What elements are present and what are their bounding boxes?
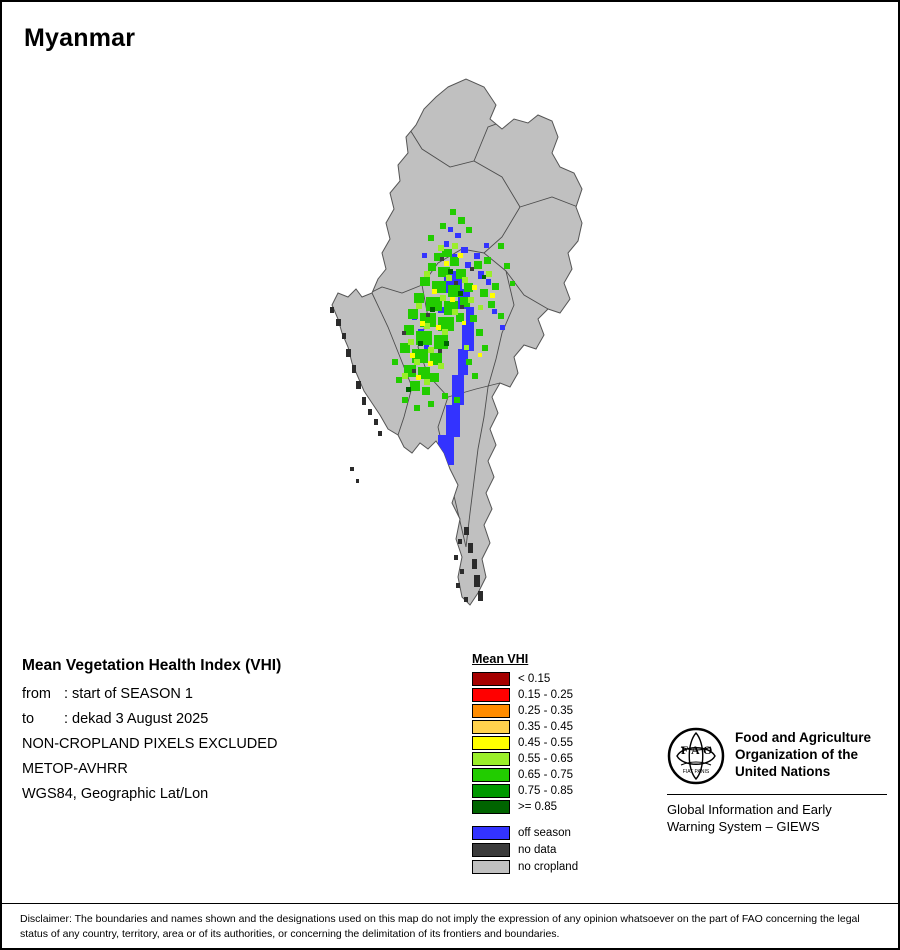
legend-extra-item (472, 858, 652, 875)
disclaimer-text: Disclaimer: The boundaries and names shown and the designations used on this map do not imply the expression of any opinion whatsoever on the part of FAO concerning the legal status of any country, territory, area or of its authorities, or concerning the delimitation of its frontiers and boundaries. (2, 903, 898, 948)
legend-class-label: 0.25 - 0.35 (518, 705, 573, 717)
legend-extra-label: no data (518, 843, 557, 856)
legend-class-swatch (472, 736, 510, 750)
legend-class-swatch (472, 720, 510, 734)
country-base-layer (332, 79, 582, 605)
map-canvas (252, 57, 672, 627)
legend-class-label: 0.35 - 0.45 (518, 721, 573, 733)
svg-text:FIAT PANIS: FIAT PANIS (682, 769, 710, 775)
legend-class-item (472, 783, 652, 799)
legend-class-label: >= 0.85 (518, 801, 558, 813)
fao-name-line-3: United Nations (735, 763, 831, 779)
legend-class-swatch (472, 688, 510, 702)
legend-extra-swatch (472, 826, 510, 840)
from-label: from (22, 686, 51, 702)
legend-class-item (472, 703, 652, 719)
legend-class-item (472, 687, 652, 703)
map-info-sensor: METOP-AVHRR (22, 761, 128, 777)
map-info-heading: Mean Vegetation Health Index (VHI) (22, 657, 282, 674)
giews-line-1: Global Information and Early (667, 802, 832, 817)
legend-class-swatch (472, 704, 510, 718)
legend-extra-item (472, 841, 652, 858)
legend-class-item (472, 799, 652, 815)
map-info-to (22, 711, 442, 727)
map-info-cropland-note: NON-CROPLAND PIXELS EXCLUDED (22, 736, 278, 752)
map-info-projection: WGS84, Geographic Lat/Lon (22, 786, 209, 802)
legend-class-label: 0.75 - 0.85 (518, 785, 573, 797)
fao-name-line-2: Organization of the (735, 746, 858, 762)
fao-organization-name (735, 727, 871, 781)
legend-extra-list (472, 824, 652, 875)
fao-divider (667, 794, 887, 795)
legend-class-label: < 0.15 (518, 673, 551, 685)
legend-class-swatch (472, 768, 510, 782)
legend-class-item (472, 719, 652, 735)
legend (472, 652, 652, 875)
legend-title: Mean VHI (472, 652, 529, 666)
legend-extra-swatch (472, 843, 510, 857)
fao-name-line-1: Food and Agriculture (735, 730, 871, 745)
legend-class-item (472, 735, 652, 751)
fao-branding (667, 727, 887, 836)
legend-class-swatch (472, 784, 510, 798)
legend-class-item (472, 751, 652, 767)
fao-emblem-icon (667, 727, 725, 785)
legend-extra-swatch (472, 860, 510, 874)
to-value: : dekad 3 August 2025 (64, 711, 209, 727)
map-info-block (22, 657, 442, 811)
legend-class-list (472, 671, 652, 815)
from-value: : start of SEASON 1 (64, 686, 193, 702)
page-title: Myanmar (24, 24, 136, 52)
giews-line-2: Warning System – GIEWS (667, 818, 820, 834)
legend-class-label: 0.15 - 0.25 (518, 689, 573, 701)
legend-class-swatch (472, 672, 510, 686)
to-label: to (22, 711, 35, 727)
legend-extra-item (472, 824, 652, 841)
legend-class-label: 0.55 - 0.65 (518, 753, 573, 765)
legend-class-item (472, 767, 652, 783)
legend-class-swatch (472, 752, 510, 766)
legend-class-label: 0.65 - 0.75 (518, 769, 573, 781)
legend-class-label: 0.45 - 0.55 (518, 737, 573, 749)
legend-class-swatch (472, 800, 510, 814)
legend-extra-label: no cropland (518, 860, 579, 873)
svg-text:A: A (691, 743, 700, 757)
legend-class-item (472, 671, 652, 687)
map-info-from (22, 686, 442, 702)
svg-text:O: O (703, 743, 713, 757)
svg-text:F: F (681, 743, 689, 757)
legend-extra-label: off season (518, 826, 571, 839)
giews-system-name (667, 802, 887, 836)
